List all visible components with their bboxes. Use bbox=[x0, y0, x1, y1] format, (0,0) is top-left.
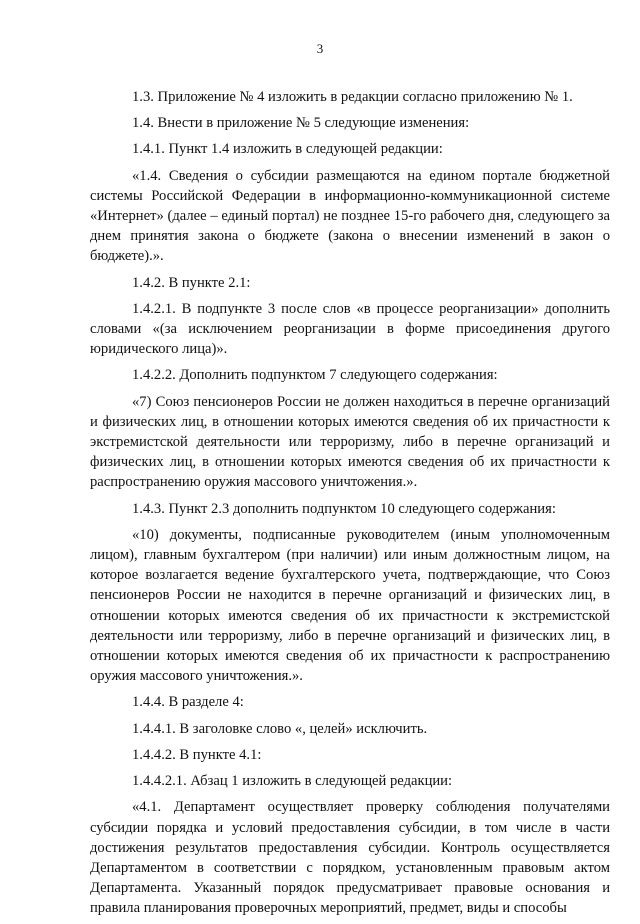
paragraph-quote-1-4: «1.4. Сведения о субсидии размещаются на едином портале бюджетной системы Российской Федерации в информационно-коммуникационной системе «Интернет» (далее – единый портал) не позднее 15-го рабочего дня, следующего за днем принятия закона о бюджете (закона о внесении изменений в закон о бюджете).». bbox=[90, 167, 610, 265]
paragraph-1-4-1: 1.4.1. Пункт 1.4 изложить в следующей редакции: bbox=[132, 141, 443, 158]
paragraph-1-3: 1.3. Приложение № 4 изложить в редакции согласно приложению № 1. bbox=[132, 89, 573, 105]
paragraph-quote-10: «10) документы, подписанные руководителем (иным уполномоченным лицом), главным бухгалтером (при наличии) или иным должностным лицом, на которое возлагается ведение бухгалтерского учета, подтверждающие, что Союз пенсионеров России не находится в перечне организаций и физических лиц, в отношении которых имеются сведения об их причастности к экстремистской деятельности или терроризму, либо в перечне организаций и физических лиц, в отношении которых имеются сведения об их причастности к распространению оружия массового уничтожения.». bbox=[90, 526, 610, 685]
paragraph-1-4-2: 1.4.2. В пункте 2.1: bbox=[132, 274, 251, 291]
paragraph-quote-4-1: «4.1. Департамент осуществляет проверку соблюдения получателями субсидии порядка и условий предоставления субсидии, в том числе в части достижения результатов предоставления субсидии. Контроль осуществляется Департаментом в соответствии с порядком, установленным правовым актом Департамента. Указанный порядок предусматривает правовые основания и правила планирования проверочных мероприятий, предмет, виды и способы bbox=[90, 799, 610, 917]
page-number: 3 bbox=[316, 41, 324, 56]
document-body bbox=[90, 87, 610, 924]
paragraph-1-4-4-2: 1.4.4.2. В пункте 4.1: bbox=[132, 746, 262, 763]
paragraph-1-4-4-2-1: 1.4.4.2.1. Абзац 1 изложить в следующей редакции: bbox=[132, 773, 453, 790]
paragraph-1-4-2-1: 1.4.2.1. В подпункте 3 после слов «в процессе реорганизации» дополнить словами «(за исключением реорганизации в форме присоединения другого юридического лица)». bbox=[90, 300, 610, 358]
paragraph-1-4-2-2: 1.4.2.2. Дополнить подпунктом 7 следующего содержания: bbox=[132, 367, 498, 384]
paragraph-quote-7: «7) Союз пенсионеров России не должен находиться в перечне организаций и физических лиц, в отношении которых имеются сведения об их причастности к экстремистской деятельности или терроризму, либо в перечне организаций и физических лиц, в отношении которых имеются сведения об их причастности к распространению оружия массового уничтожения.». bbox=[90, 393, 610, 491]
paragraph-1-4: 1.4. Внести в приложение № 5 следующие изменения: bbox=[132, 115, 470, 132]
paragraph-1-4-4: 1.4.4. В разделе 4: bbox=[132, 694, 244, 711]
paragraph-1-4-3: 1.4.3. Пункт 2.3 дополнить подпунктом 10 следующего содержания: bbox=[132, 500, 556, 517]
paragraph-1-4-4-1: 1.4.4.1. В заголовке слово «, целей» исключить. bbox=[132, 720, 428, 737]
